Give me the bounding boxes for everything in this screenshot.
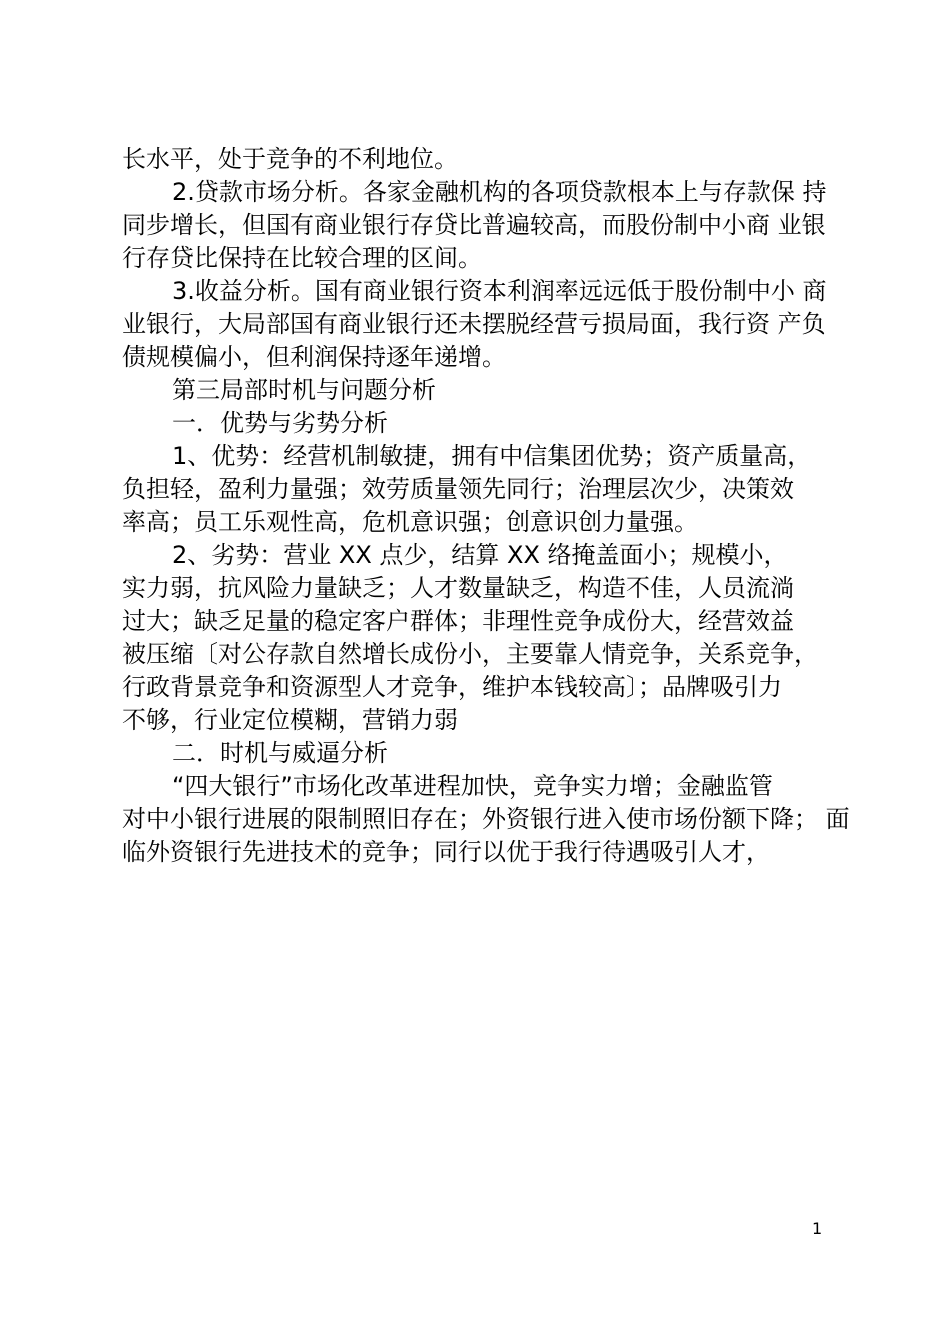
text-line: 一．优势与劣势分析 [172,409,388,437]
text-line: 2.贷款市场分析。各家金融机构的各项贷款根本上与存款保 持 [172,178,827,206]
text-line: 二．时机与威逼分析 [172,739,388,767]
text-line: 同步增长，但国有商业银行存贷比普遍较高，而股份制中小商 业银 [122,211,826,239]
page-number: 1 [812,1219,823,1238]
text-line: 3.收益分析。国有商业银行资本利润率远远低于股份制中小 商 [172,277,827,305]
text-line: 对中小银行进展的限制照旧存在；外资银行进入使市场份额下降； 面 [122,805,850,833]
text-line: 债规模偏小，但利润保持逐年递增。 [122,343,506,371]
text-line: 实力弱，抗风险力量缺乏；人才数量缺乏，构造不佳，人员流淌 [122,574,794,602]
text-line: 业银行，大局部国有商业银行还未摆脱经营亏损局面，我行资 产负 [122,310,826,338]
text-line: 行政背景竞争和资源型人才竞争，维护本钱较高〕；品牌吸引力 [122,673,782,701]
text-line: 被压缩〔对公存款自然增长成份小，主要靠人情竞争，关系竞争， [122,640,818,668]
text-line: 第三局部时机与问题分析 [172,376,436,404]
text-line: 1、优势：经营机制敏捷，拥有中信集团优势；资产质量高， [172,442,812,470]
text-line: 长水平，处于竞争的不利地位。 [122,145,458,173]
text-line: 2、劣势：营业 XX 点少，结算 XX 络掩盖面小；规模小， [172,541,788,569]
text-line: 过大；缺乏足量的稳定客户群体；非理性竞争成份大，经营效益 [122,607,794,635]
text-line: 不够，行业定位模糊，营销力弱 [122,706,458,734]
text-line: 行存贷比保持在比较合理的区间。 [122,244,482,272]
document-body [122,143,850,869]
text-line: 负担轻，盈利力量强；效劳质量领先同行；治理层次少，决策效 [122,475,794,503]
text-line: 率高；员工乐观性高，危机意识强；创意识创力量强。 [122,508,698,536]
text-line: 临外资银行先进技术的竞争；同行以优于我行待遇吸引人才， [122,838,770,866]
text-line: “四大银行”市场化改革进程加快，竞争实力增；金融监管 [172,772,773,800]
